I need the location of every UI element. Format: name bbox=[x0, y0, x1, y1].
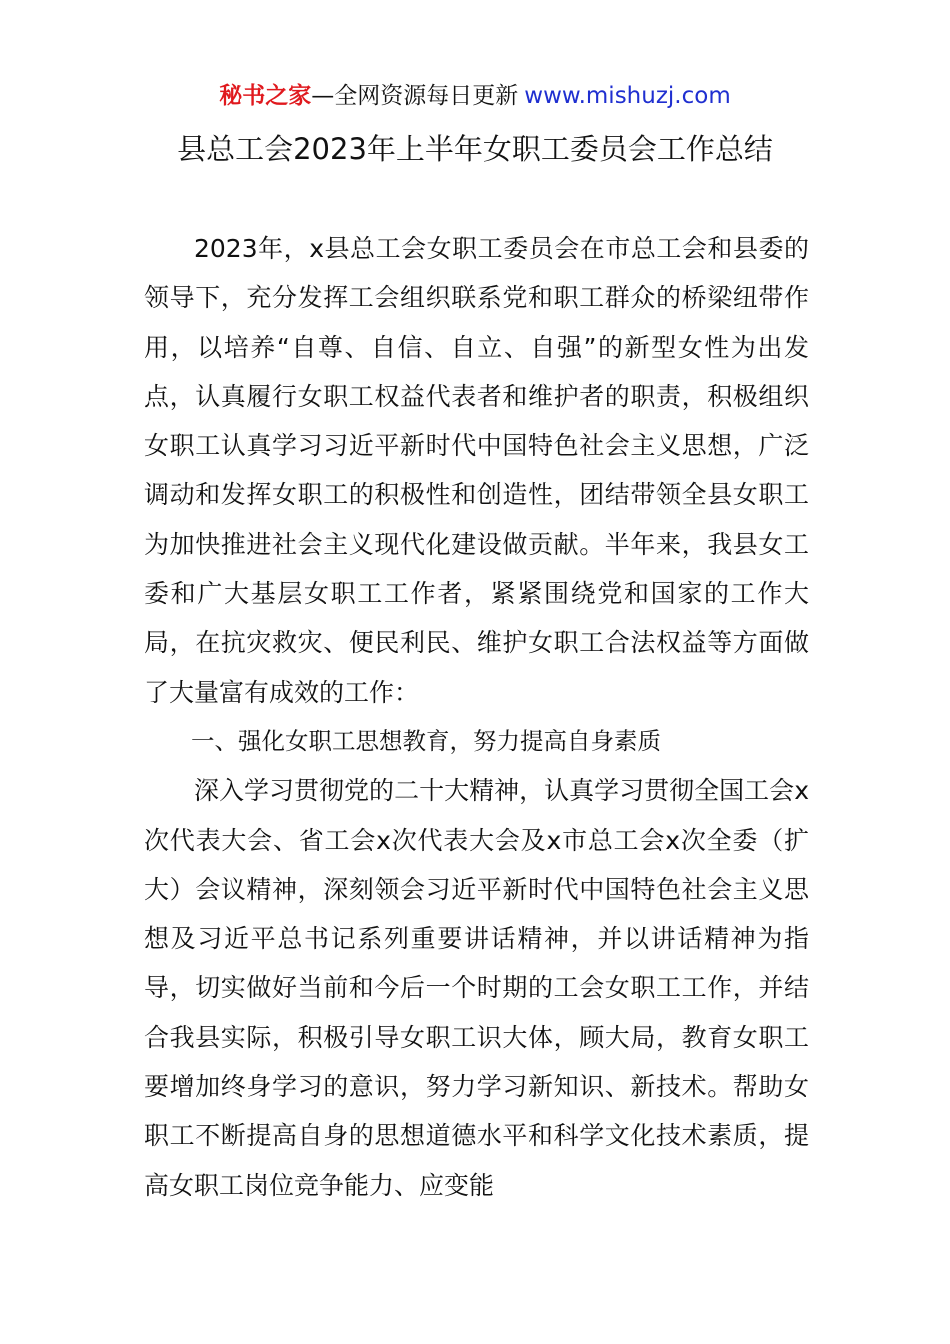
site-brand: 秘书之家 bbox=[219, 83, 312, 109]
intro-paragraph: 2023年，x县总工会女职工委员会在市总工会和县委的领导下，充分发挥工会组织联系党和职工群众的桥梁纽带作用，以培养“自尊、自信、自立、自强”的新型女性为出发点，认真履行女职工权益代表者和维护者的职责，积极组织女职工认真学习习近平新时代中国特色社会主义思想，广泛调动和发挥女职工的积极性和创造性，团结带领全县女职工为加快推进社会主义现代化建设做贡献。半年来，我县女工委和广大基层女职工工作者，紧紧围绕党和国家的工作大局，在抗灾救灾、便民利民、维护女职工合法权益等方面做了大量富有成效的工作： bbox=[144, 234, 809, 707]
document-body bbox=[144, 224, 809, 1210]
site-header bbox=[0, 80, 950, 112]
site-url-link[interactable]: www.mishuzj.com bbox=[524, 83, 731, 109]
section-heading: 一、强化女职工思想教育，努力提高自身素质 bbox=[191, 726, 661, 755]
document-title: 县总工会2023年上半年女职工委员会工作总结 bbox=[177, 132, 773, 166]
site-tagline: —全网资源每日更新 bbox=[311, 83, 519, 109]
section-paragraph: 深入学习贯彻党的二十大精神，认真学习贯彻全国工会x次代表大会、省工会x次代表大会及x市总工会x次全委（扩大）会议精神，深刻领会习近平新时代中国特色社会主义思想及习近平总书记系列重要讲话精神，并以讲话精神为指导，切实做好当前和今后一个时期的工会女职工工作，并结合我县实际，积极引导女职工识大体，顾大局，教育女职工要增加终身学习的意识，努力学习新知识、新技术。帮助女职工不断提高自身的思想道德水平和科学文化技术素质，提高女职工岗位竞争能力、应变能 bbox=[144, 776, 809, 1200]
